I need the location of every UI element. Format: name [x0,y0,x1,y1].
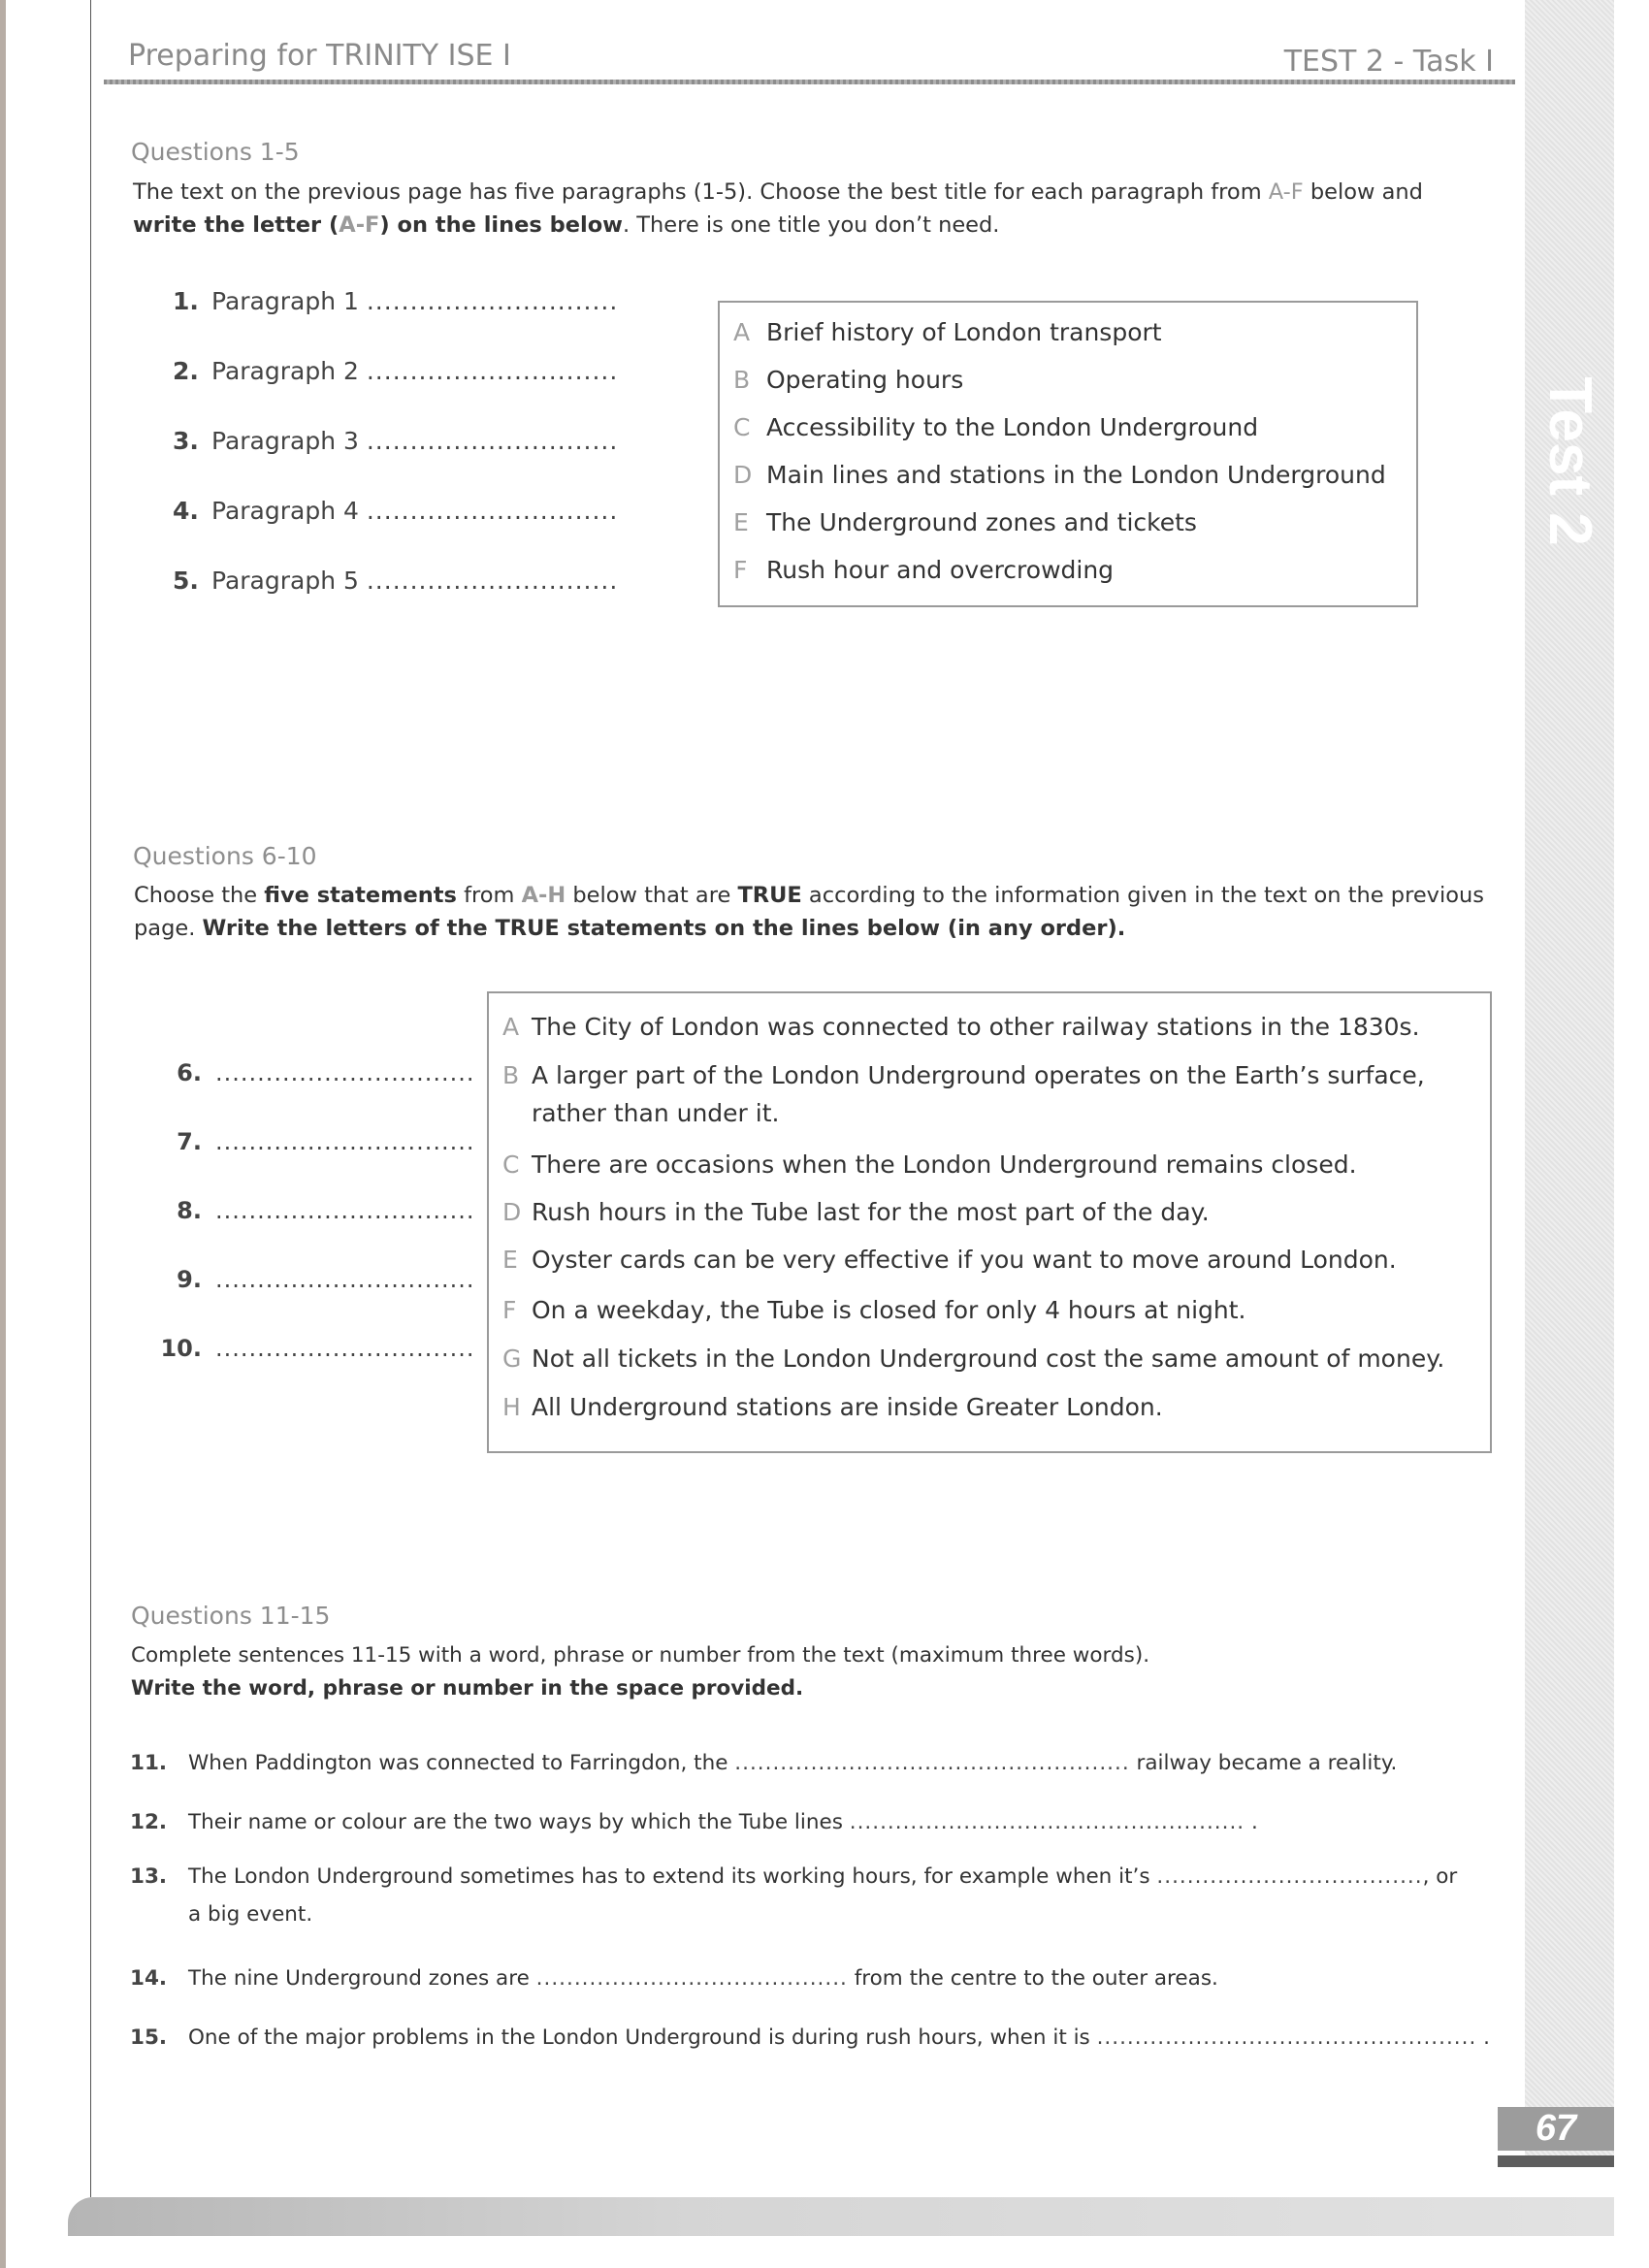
instr-bold: ) on the lines below [379,212,623,238]
instr-range: A-F [339,212,380,238]
sentence-row [130,1810,1258,1834]
answer-blank[interactable]: ............................. [366,497,619,525]
option-letter: B [733,366,751,394]
sentence-text: When Paddington was connected to Farringdon, the [188,1751,735,1775]
item-number: 4. [173,497,199,525]
sentence-text: One of the major problems in the London Underground is during rush hours, when it is [188,2025,1097,2050]
sentence-text: , or [1422,1864,1458,1889]
paragraph-answer-row [173,427,618,455]
statement-text: The City of London was connected to other railway stations in the 1830s. [532,1013,1420,1041]
item-number: 12. [130,1810,168,1834]
true-answer-row [153,1059,475,1086]
answer-blank[interactable]: ............................... [215,1059,475,1086]
item-number: 6. [177,1059,202,1086]
header-rule [104,80,1515,84]
margin-rule [90,0,91,2197]
sentence-row [130,2025,1490,2050]
option-text: Rush hour and overcrowding [766,556,1115,584]
sentence-text: The London Underground sometimes has to extend its working hours, for example when it’s [188,1864,1157,1889]
true-answer-row [153,1335,475,1362]
title-options-box [718,301,1418,607]
sentence-text: . [1245,1810,1258,1834]
item-number: 11. [130,1751,168,1775]
item-label: Paragraph 5 [211,567,359,595]
statement [502,1345,1444,1373]
sentence-row [130,1864,1457,1927]
statement [502,1150,1357,1179]
answer-blank[interactable]: ............................. [366,427,619,455]
item-label: Paragraph 1 [211,287,359,315]
statement [502,1061,1425,1089]
instr-text: Choose the [134,883,265,908]
paragraph-answer-row [173,497,618,525]
answer-blank[interactable]: ............................... [215,1335,475,1362]
title-option [733,461,1386,489]
statement-text: Rush hours in the Tube last for the most part of the day. [532,1198,1210,1226]
section2-title: Questions 6-10 [133,842,317,870]
item-number: 7. [177,1128,202,1155]
instr-bold: write the letter ( [133,212,340,238]
option-text: Operating hours [766,366,964,394]
instr-text: from [456,883,522,908]
item-label: Paragraph 2 [211,357,359,385]
item-label: Paragraph 3 [211,427,359,455]
instr-range: A-H [521,883,566,908]
item-label: Paragraph 4 [211,497,359,525]
item-number: 3. [173,427,199,455]
side-band-text: Test 2 [1536,375,1603,546]
true-answer-row [153,1197,475,1224]
answer-blank[interactable]: ............................... [215,1197,475,1224]
item-number: 5. [173,567,199,595]
item-number: 9. [177,1266,202,1293]
statement [502,1198,1210,1226]
statement [502,1246,1397,1274]
task-title: TEST 2 - Task I [1283,45,1494,79]
title-option [733,556,1114,584]
bottom-band [68,2197,1614,2236]
instr-text: below and [1303,179,1423,205]
instr-range: A-F [1268,179,1304,205]
page-number: 67 [1498,2107,1614,2151]
statement-letter: E [502,1246,518,1274]
sentence-text: railway became a reality. [1129,1751,1398,1775]
instr-bold: Write the word, phrase or number in the space provided. [131,1676,804,1701]
answer-blank[interactable]: ......................................... [535,1966,848,1991]
answer-blank[interactable]: ............................. [366,287,619,315]
sentence-text: Their name or colour are the two ways by which the Tube lines [188,1810,850,1834]
statement [502,1013,1420,1041]
instr-text: according to the information given in the text on the previous [801,883,1484,908]
title-option [733,508,1197,536]
item-number: 14. [130,1966,168,1991]
item-number: 13. [130,1864,168,1889]
answer-blank[interactable]: ................................... [1156,1864,1423,1889]
statement-letter: C [502,1150,520,1179]
statement-letter: G [502,1345,522,1373]
item-number: 15. [130,2025,168,2050]
answer-blank[interactable]: .................................................... [734,1751,1130,1775]
sentence-text: from the centre to the outer areas. [847,1966,1218,1991]
statement-letter: F [502,1296,517,1324]
paragraph-answer-row [173,567,618,595]
answer-blank[interactable]: ............................... [215,1266,475,1293]
statement-text: There are occasions when the London Underground remains closed. [532,1150,1357,1179]
statement-text: All Underground stations are inside Greater London. [532,1393,1163,1421]
option-text: Accessibility to the London Underground [766,413,1259,441]
option-letter: E [733,508,749,536]
section3-title: Questions 11-15 [131,1602,331,1630]
true-answer-row [153,1128,475,1155]
instr-text: page. [134,916,203,941]
sentence-row [130,1966,1218,1991]
statement-text: Not all tickets in the London Underground cost the same amount of money. [532,1345,1445,1373]
option-letter: A [733,318,751,346]
title-option [733,318,1162,346]
sentence-continuation: a big event. [188,1902,313,1927]
page-number-bar [1498,2155,1614,2167]
item-number: 2. [173,357,199,385]
paragraph-answer-row [173,357,618,385]
statement-continuation: rather than under it. [532,1099,780,1127]
scan-edge [0,0,6,2268]
statement-letter: B [502,1061,520,1089]
side-band-label [1525,349,1614,572]
instr-text: . There is one title you don’t need. [622,212,1000,238]
statement-letter: H [502,1393,521,1421]
statement-text: A larger part of the London Underground operates on the Earth’s surface, [532,1061,1425,1089]
book-title: Preparing for TRINITY ISE I [128,39,511,73]
option-text: Main lines and stations in the London Underground [766,461,1386,489]
side-band [1525,0,1614,2163]
item-number: 1. [173,287,199,315]
option-letter: F [733,556,748,584]
sentence-row [130,1751,1397,1775]
item-number: 8. [177,1197,202,1224]
answer-blank[interactable]: ............................... [215,1128,475,1155]
section3-instructions [131,1639,1489,1705]
statements-box [487,991,1492,1453]
title-option [733,366,963,394]
section1-title: Questions 1-5 [131,138,300,166]
option-text: Brief history of London transport [766,318,1162,346]
title-option [733,413,1258,441]
instr-bold: TRUE [737,883,802,908]
option-letter: C [733,413,751,441]
instr-text: The text on the previous page has five paragraphs (1-5). Choose the best title for each paragraph from [133,179,1269,205]
sentence-text: The nine Underground zones are [188,1966,536,1991]
instr-text: below that are [566,883,738,908]
section1-instructions [133,176,1510,242]
statement [502,1393,1163,1421]
option-text: The Underground zones and tickets [766,508,1197,536]
statement-text: On a weekday, the Tube is closed for only 4 hours at night. [532,1296,1246,1324]
statement-letter: D [502,1198,522,1226]
sentence-text: . [1476,2025,1490,2050]
answer-blank[interactable]: .................................................. [1096,2025,1477,2050]
true-answer-row [153,1266,475,1293]
statement [502,1296,1245,1324]
answer-blank[interactable]: ............................. [366,567,619,595]
answer-blank[interactable]: .................................................... [849,1810,1245,1834]
instr-bold: Write the letters of the TRUE statements on the lines below (in any order). [202,916,1126,941]
answer-blank[interactable]: ............................. [366,357,619,385]
paragraph-answer-row [173,287,618,315]
option-letter: D [733,461,753,489]
statement-text: Oyster cards can be very effective if you want to move around London. [532,1246,1397,1274]
item-number: 10. [160,1335,202,1362]
instr-text: Complete sentences 11-15 with a word, phrase or number from the text (maximum three words). [131,1643,1150,1668]
statement-letter: A [502,1013,520,1041]
section2-instructions [134,879,1531,945]
instr-bold: five statements [264,883,457,908]
